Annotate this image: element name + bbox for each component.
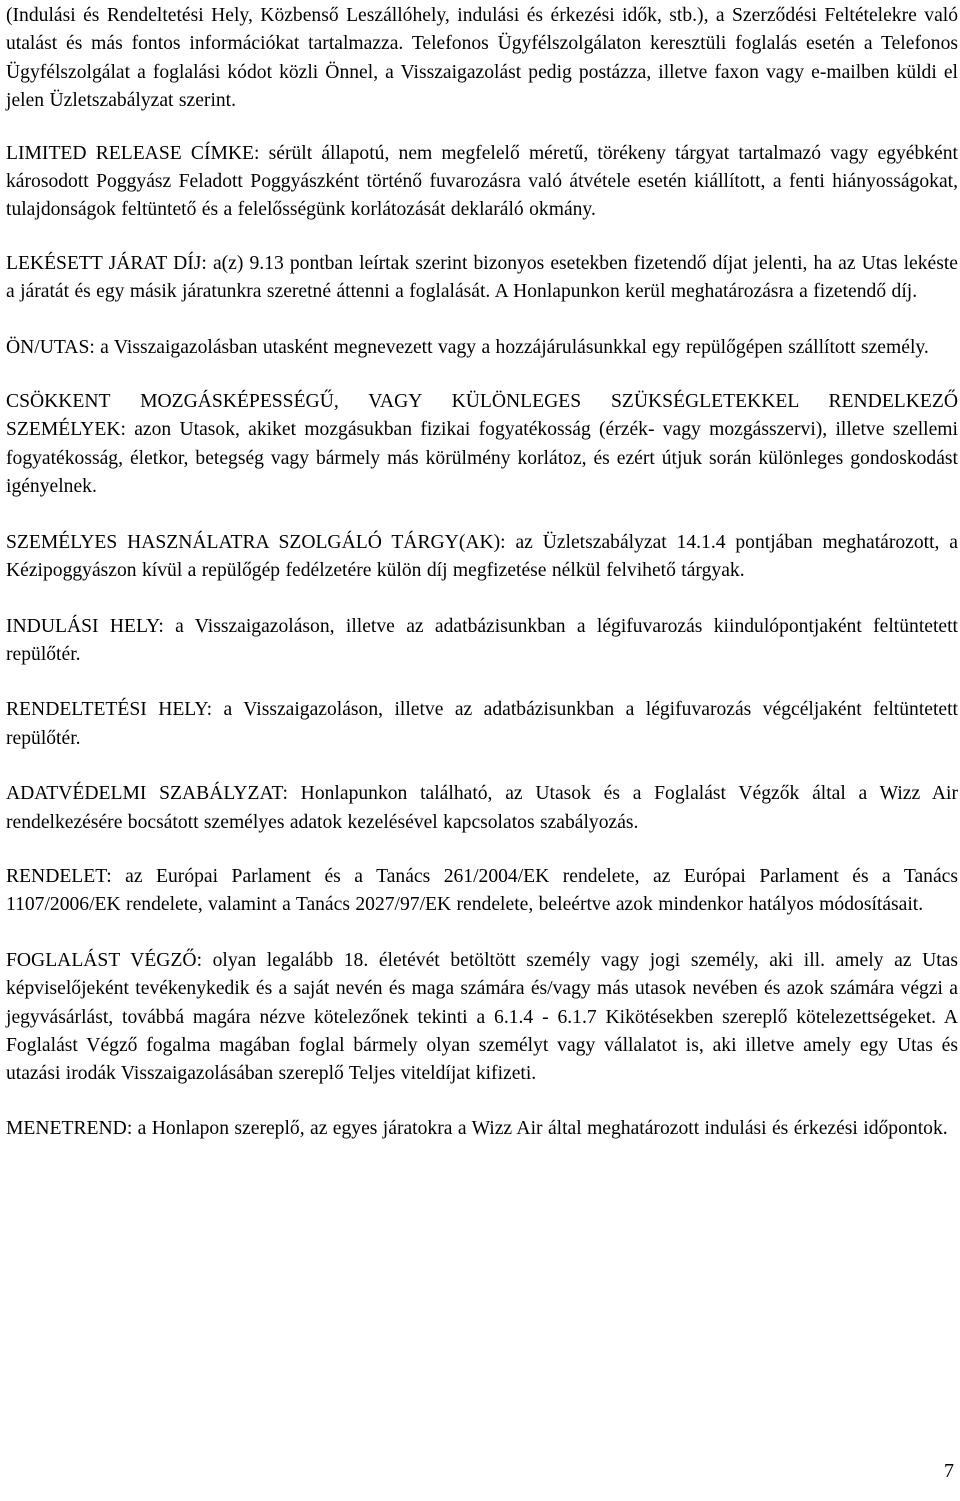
paragraph-departure-place: INDULÁSI HELY: a Visszaigazoláson, illetve az adatbázisunkban a légifuvarozás kiindulópontjaként feltüntetett repülőtér. xyxy=(6,615,958,665)
paragraph-privacy-policy: ADATVÉDELMI SZABÁLYZAT: Honlapunkon található, az Utasok és a Foglalást Végzők által a Wizz Air rendelkezésére bocsátott személyes adatok kezelésével kapcsolatos szabályozás. xyxy=(6,783,958,833)
paragraph-reduced-mobility: CSÖKKENT MOZGÁSKÉPESSÉGŰ, VAGY KÜLÖNLEGES SZÜKSÉGLETEKKEL RENDELKEZŐ SZEMÉLYEK: azon Utasok, akiket mozgásukban fizikai fogyatékosság (érzék- vagy mozgásszervi), illetve szellemi fogyatékosság, életkor, betegség vagy bármely más körülmény korlátoz, és ezért útjuk során különleges gondoskodást igényelnek. xyxy=(6,391,958,498)
paragraph-destination-place: RENDELTETÉSI HELY: a Visszaigazoláson, illetve az adatbázisunkban a légifuvarozás végcéljaként feltüntetett repülőtér. xyxy=(6,699,958,749)
paragraph-you-passenger: ÖN/UTAS: a Visszaigazolásban utasként megnevezett vagy a hozzájárulásunkkal egy repülőgépen szállított személy. xyxy=(6,336,929,358)
page-number: 7 xyxy=(944,1460,954,1482)
paragraph-regulation: RENDELET: az Európai Parlament és a Tanács 261/2004/EK rendelete, az Európai Parlament és a Tanács 1107/2006/EK rendelete, valamint a Tanács 2027/97/EK rendelete, beleértve azok mindenkor hatályos módosításait. xyxy=(6,865,958,916)
paragraph-personal-items: SZEMÉLYES HASZNÁLATRA SZOLGÁLÓ TÁRGY(AK): az Üzletszabályzat 14.1.4 pontjában meghatározott, a Kézipoggyászon kívül a repülőgép fedélzetére külön díj megfizetése nélkül felvihető tárgyak. xyxy=(6,531,958,582)
paragraph-timetable: MENETREND: a Honlapon szereplő, az egyes járatokra a Wizz Air által meghatározott indulási és érkezési időpontok. xyxy=(6,1117,948,1139)
paragraph-intro-continuation: (Indulási és Rendeltetési Hely, Közbenső Leszállóhely, indulási és érkezési idők, stb.), a Szerződési Feltételekre való utalást és más fontos információkat tartalmazza. Telefonos Ügyfélszolgálaton keresztüli foglalás esetén a Telefonos Ügyfélszolgálat a foglalási kódot közli Önnel, a Visszaigazolást pedig postázza, illetve faxon vagy e-mailben küldi el jelen Üzletszabályzat szerint. xyxy=(6,5,958,112)
document-page xyxy=(6,0,958,1143)
paragraph-booking-person: FOGLALÁST VÉGZŐ: olyan legalább 18. életévét betöltött személy vagy jogi személy, aki ill. amely az Utas képviselőjeként tevékenykedik és a saját nevén és maga számára és/vagy más utasok nevében és azok számára végzi a jegyvásárlást, továbbá magára nézve kötelezőnek tekinti a 6.1.4 - 6.1.7 Kikötésekben szereplő kötelezettségeket. A Foglalást Végző fogalma magában foglal bármely olyan személyt vagy vállalatot is, aki illetve amely egy Utas és utazási irodák Visszaigazolásában szereplő Teljes viteldíjat kifizeti. xyxy=(6,949,958,1085)
paragraph-missed-flight-fee: LEKÉSETT JÁRAT DÍJ: a(z) 9.13 pontban leírtak szerint bizonyos esetekben fizetendő díjat jelenti, ha az Utas lekéste a járatát és egy másik járatunkra szeretné áttenni a foglalását. A Honlapunkon kerül meghatározásra a fizetendő díj. xyxy=(6,252,958,303)
paragraph-limited-release: LIMITED RELEASE CÍMKE: sérült állapotú, nem megfelelő méretű, törékeny tárgyat tartalmazó vagy egyébként károsodott Poggyász Feladott Poggyászként történő fuvarozásra való átvétele esetén kiállított, a fenti hiányosságokat, tulajdonságok feltüntető és a felelősségünk korlátozását deklaráló okmány. xyxy=(6,142,958,221)
